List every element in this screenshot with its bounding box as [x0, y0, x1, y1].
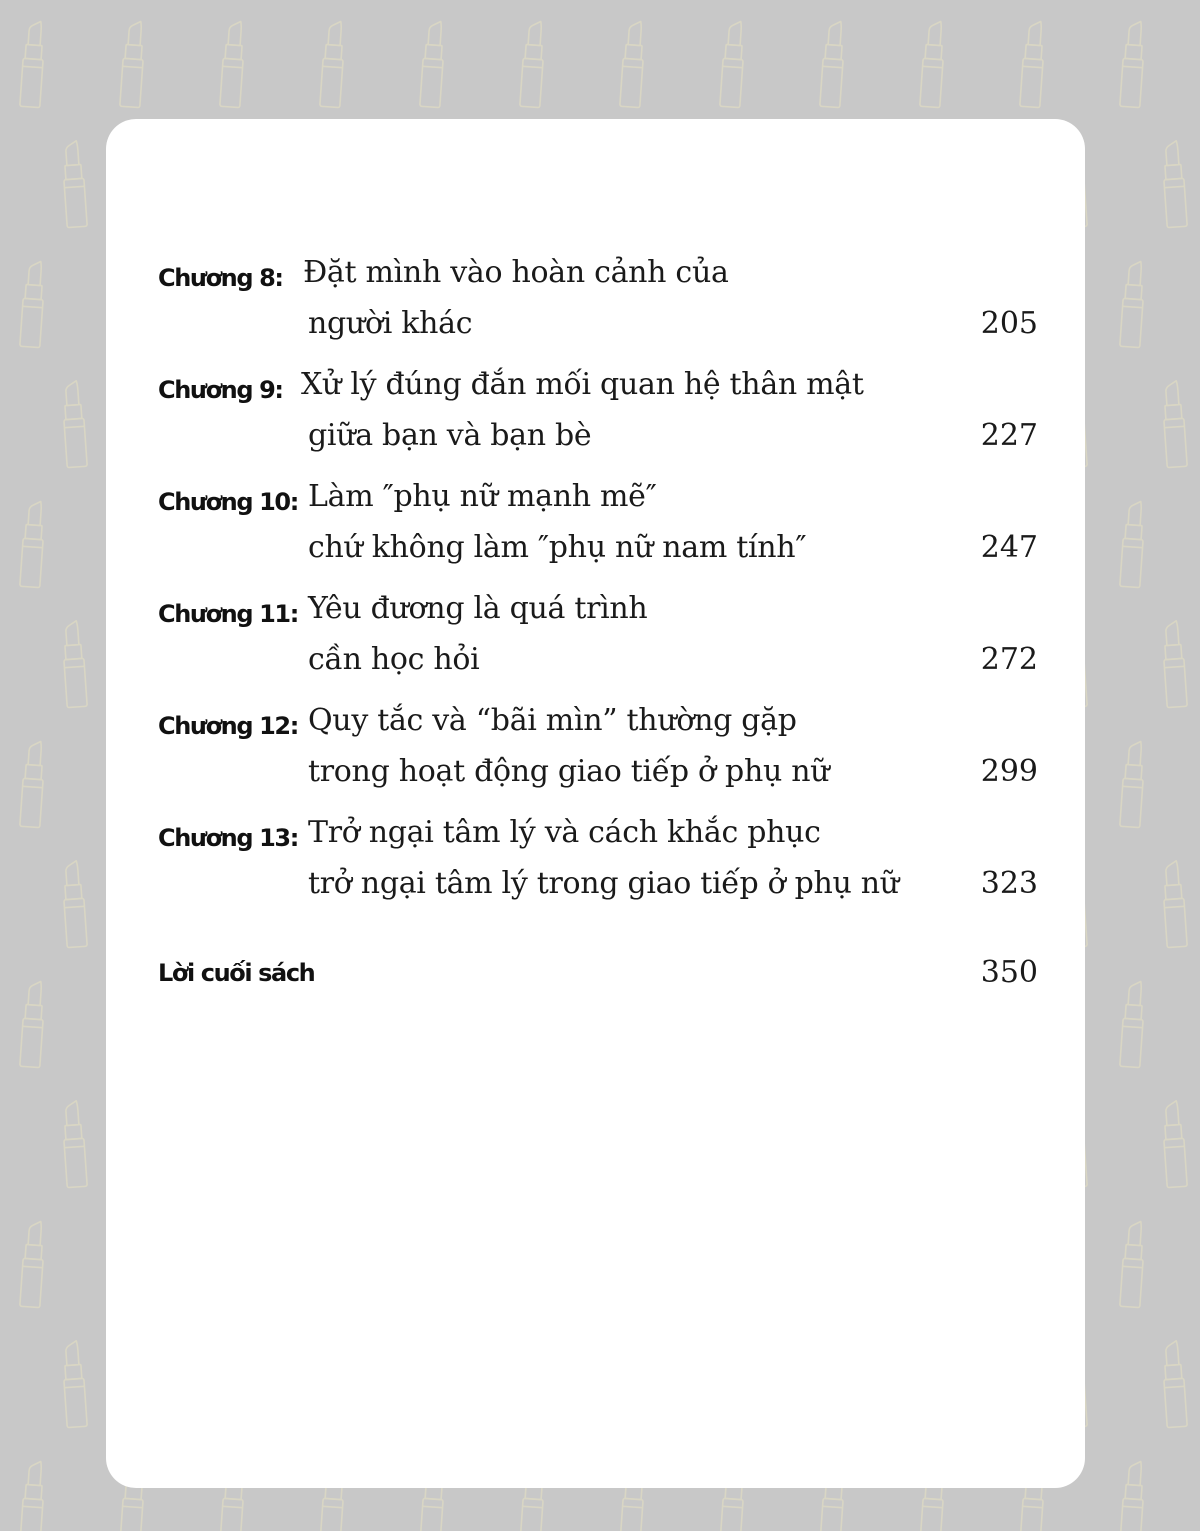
toc-entry-chapter-12[interactable]: [158, 703, 1038, 813]
lipstick-icon: [1120, 260, 1146, 347]
page-number: 227: [980, 418, 1038, 453]
chapter-title-line-1: Trở ngại tâm lý và cách khắc phục: [308, 815, 821, 850]
chapter-title-line-1: Xử lý đúng đắn mối quan hệ thân mật: [301, 367, 864, 402]
lipstick-icon: [20, 740, 46, 827]
lipstick-icon: [20, 500, 46, 587]
chapter-title-line-2: người khác: [308, 306, 473, 341]
lipstick-icon: [1120, 20, 1146, 107]
lipstick-icon: [1161, 860, 1187, 947]
lipstick-icon: [820, 20, 846, 107]
chapter-title-line-1: Làm ″phụ nữ mạnh mẽ″: [308, 479, 657, 514]
closing-label: Lời cuối sách: [158, 959, 315, 987]
lipstick-icon: [1020, 20, 1046, 107]
lipstick-icon: [1161, 1340, 1187, 1427]
lipstick-icon: [220, 20, 246, 107]
chapter-title-line-2: chứ không làm ″phụ nữ nam tính″: [308, 530, 807, 565]
chapter-label: Chương 10:: [158, 488, 298, 516]
lipstick-icon: [920, 20, 946, 107]
lipstick-icon: [20, 980, 46, 1067]
lipstick-icon: [61, 1100, 87, 1187]
chapter-title-line-1: Yêu đương là quá trình: [308, 591, 648, 626]
lipstick-icon: [61, 1340, 87, 1427]
lipstick-icon: [20, 1220, 46, 1307]
page-number: 247: [980, 530, 1038, 565]
lipstick-icon: [1120, 500, 1146, 587]
chapter-label: Chương 11:: [158, 600, 298, 628]
lipstick-icon: [20, 260, 46, 347]
lipstick-icon: [120, 20, 146, 107]
chapter-title-line-2: cần học hỏi: [308, 642, 480, 677]
lipstick-icon: [1161, 380, 1187, 467]
toc-entry-chapter-11[interactable]: [158, 591, 1038, 701]
page-number: 272: [980, 642, 1038, 677]
lipstick-icon: [1161, 140, 1187, 227]
chapter-title-line-1: Đặt mình vào hoàn cảnh của: [303, 255, 729, 290]
toc-entry-chapter-10[interactable]: [158, 479, 1038, 589]
lipstick-icon: [1120, 1220, 1146, 1307]
lipstick-icon: [61, 620, 87, 707]
chapter-label: Chương 9:: [158, 376, 283, 404]
toc-entry-chapter-13[interactable]: [158, 815, 1038, 925]
lipstick-icon: [61, 380, 87, 467]
lipstick-icon: [420, 20, 446, 107]
lipstick-icon: [320, 20, 346, 107]
lipstick-icon: [1120, 980, 1146, 1067]
page-number: 323: [980, 866, 1038, 901]
page-number: 299: [980, 754, 1038, 789]
page-number: 205: [980, 306, 1038, 341]
lipstick-icon: [720, 20, 746, 107]
lipstick-icon: [1120, 740, 1146, 827]
chapter-label: Chương 13:: [158, 824, 298, 852]
lipstick-icon: [1120, 1460, 1146, 1531]
lipstick-icon: [1161, 620, 1187, 707]
chapter-label: Chương 12:: [158, 712, 298, 740]
lipstick-icon: [61, 140, 87, 227]
lipstick-icon: [620, 20, 646, 107]
lipstick-icon: [520, 20, 546, 107]
chapter-title-line-2: giữa bạn và bạn bè: [308, 418, 592, 453]
lipstick-icon: [1161, 1100, 1187, 1187]
toc-entry-chapter-9[interactable]: [158, 367, 1038, 477]
chapter-title-line-1: Quy tắc và “bãi mìn” thường gặp: [308, 703, 797, 738]
lipstick-icon: [20, 1460, 46, 1531]
chapter-label: Chương 8:: [158, 264, 283, 292]
chapter-title-line-2: trở ngại tâm lý trong giao tiếp ở phụ nữ: [308, 866, 899, 901]
table-of-contents-page: [106, 119, 1085, 1488]
page-number: 350: [980, 955, 1038, 990]
chapter-title-line-2: trong hoạt động giao tiếp ở phụ nữ: [308, 754, 830, 789]
toc-entry-closing-words[interactable]: [158, 955, 1038, 995]
lipstick-icon: [20, 20, 46, 107]
toc-entry-chapter-8[interactable]: [158, 255, 1038, 365]
lipstick-icon: [61, 860, 87, 947]
